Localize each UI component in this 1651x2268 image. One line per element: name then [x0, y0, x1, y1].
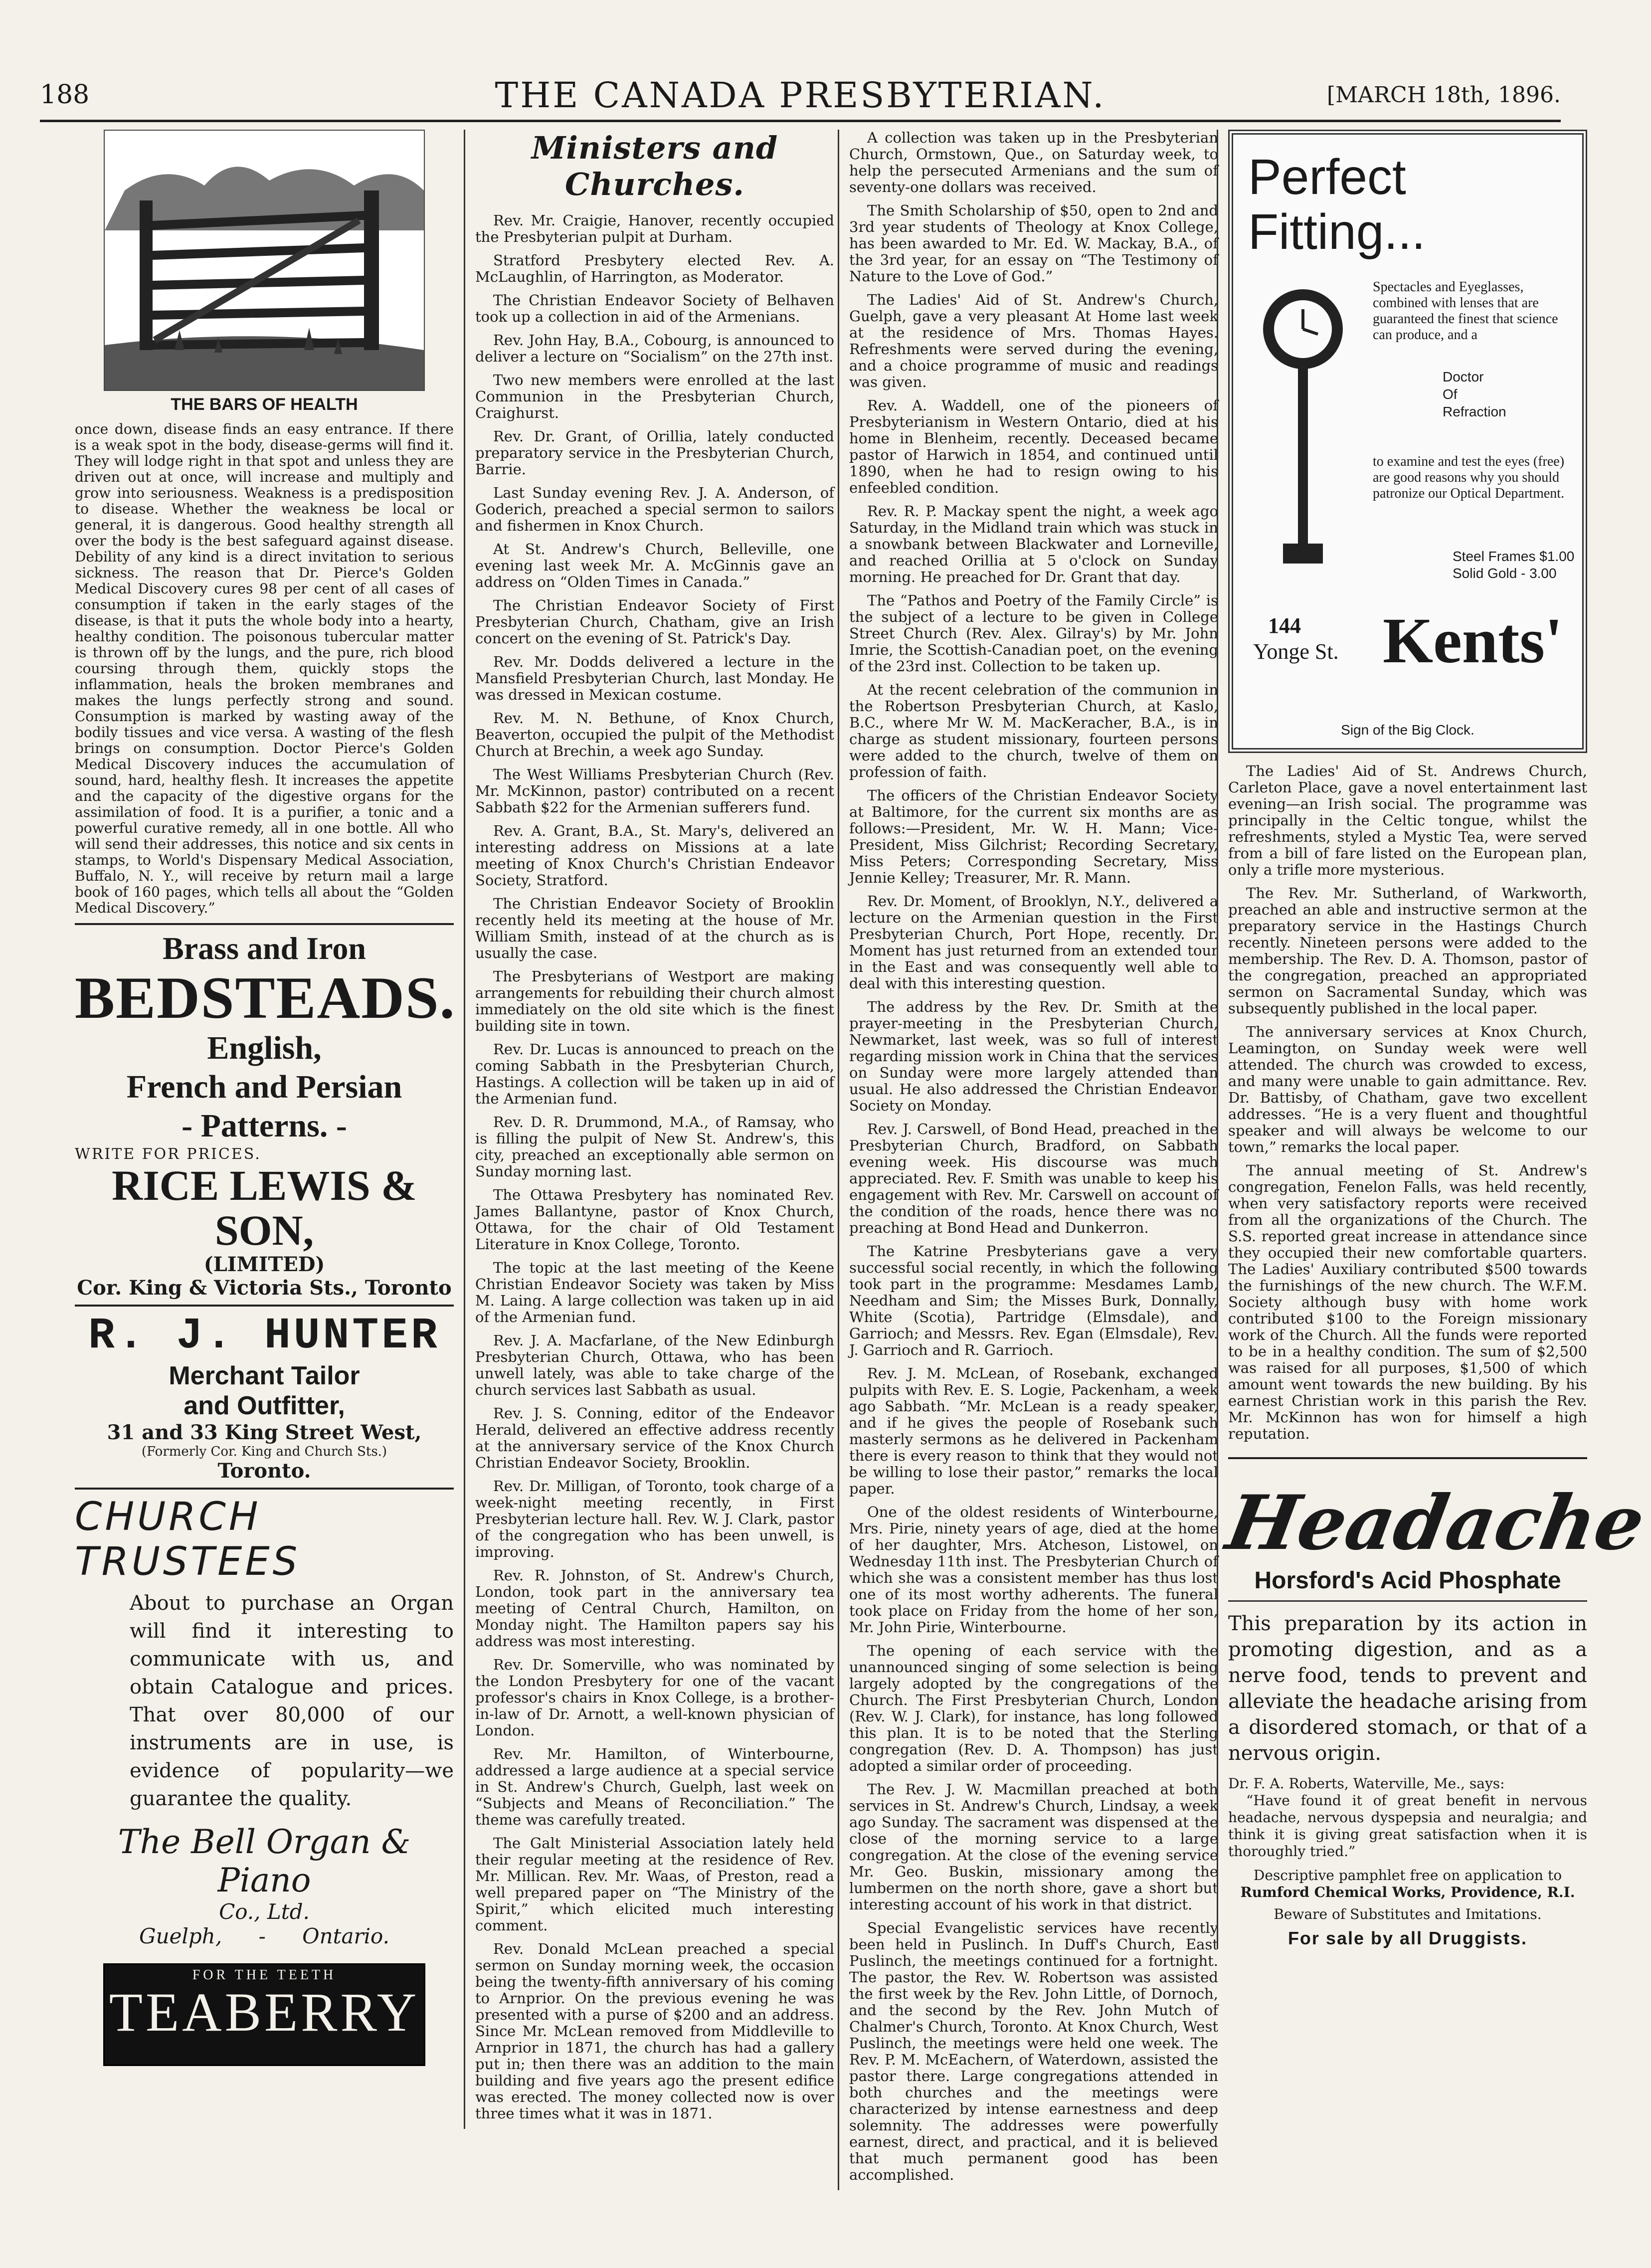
- of-label: Of: [1443, 386, 1458, 402]
- church-news-list: [849, 130, 1218, 2183]
- beware-note: Beware of Substitutes and Imitations.: [1274, 1906, 1542, 1922]
- news-item: Two new members were enrolled at the last Communion in the Presbyterian Church, Craighurst.: [475, 372, 834, 421]
- refraction-label: Refraction: [1443, 404, 1506, 419]
- news-item: The opening of each service with the unannounced singing of some selection is being largely adopted by the congregations of the Church. The First Presbyterian Church, London (Rev. W. J. Clark), for instance, has long followed this plan. It is to be noted that the Sterling congregation (Rev. D. A. Thompson) has just adopted a similar order of proceeding.: [849, 1642, 1218, 1774]
- examine-text: to examine and test the eyes (free) are good reasons why you should patronize our Optical Department.: [1373, 454, 1565, 501]
- bell-co-ltd: Co., Ltd.: [219, 1899, 310, 1924]
- issue-date: [MARCH 18th, 1896.: [1326, 82, 1561, 108]
- news-item: Rev. M. N. Bethune, of Knox Church, Beaverton, occupied the pulpit of the Methodist Church at Brechin, a week ago Sunday.: [475, 710, 834, 759]
- col4-news-list: [1228, 763, 1587, 1442]
- fence-gate-icon: [105, 131, 424, 390]
- news-item: One of the oldest residents of Winterbourne, Mrs. Pirie, ninety years of age, died at the home of her daughter, Mrs. Atcheson, Listowel, on Wednesday 11th inst. The Presbyterian Church of which she was a consistent member has thus lost one of its most worthy adherents. The funeral took place on Friday from the home of her son, Mr. John Pirie, Winterbourne.: [849, 1504, 1218, 1636]
- bell-city: Guelph,: [139, 1924, 222, 1948]
- teaberry-tagline: FOR THE TEETH: [192, 1967, 337, 1983]
- newspaper-title: THE CANADA PRESBYTERIAN.: [495, 75, 1106, 116]
- news-item: Rev. John Hay, B.A., Cobourg, is announced to deliver a lecture on “Socialism” on the 27th inst.: [475, 332, 834, 365]
- news-item: The Katrine Presbyterians gave a very successful social recently, in which the following took part in the programme: Mesdames Lamb, Needham and Sim; the Misses Burk, Donnally, White (Scotia), Partridge (Elmsdale), and Garrioch; and Messrs. Rev. Egan (Elmsdale), Rev. J. Garrioch and R. Garrioch.: [849, 1243, 1218, 1358]
- ministers-churches-heading: Ministers and Churches.: [531, 130, 778, 202]
- hunter-ad: [75, 1305, 454, 1483]
- teaberry-ad: [103, 1963, 425, 2066]
- news-item: The Christian Endeavor Society of Brooklin recently held its meeting at the house of Mr. William Smith, instead of at the church as is usually the case.: [475, 895, 834, 961]
- horsford-text: This preparation by its action in promoting digestion, and as a nerve food, tends to prevent and alleviate the headache arising from a disordered stomach, or that of a nervous origin.: [1228, 1612, 1587, 1765]
- ministers-news-list: [475, 212, 834, 2122]
- kents-optical-ad: [1228, 130, 1587, 753]
- horsford-ad: [1220, 1457, 1651, 1949]
- headache-heading: Headache: [1220, 1479, 1651, 1567]
- church-heading: CHURCH: [75, 1495, 261, 1539]
- trustees-heading: TRUSTEES: [75, 1539, 301, 1584]
- hunter-city: Toronto.: [217, 1459, 311, 1483]
- news-item: Rev. Mr. Hamilton, of Winterbourne, addressed a large audience at a special service in St. Andrew's Church, Guelph, last week on “Subjects and Means of Reconciliation.” The theme was carefully treated.: [475, 1745, 834, 1828]
- brass-and-iron-heading: Brass and Iron: [163, 931, 366, 966]
- bell-organ-name: The Bell Organ & Piano: [118, 1823, 411, 1899]
- page-header: [40, 75, 1561, 122]
- column-1: [75, 130, 454, 2066]
- page-number: 188: [40, 80, 90, 110]
- french-persian-line: French and Persian: [126, 1069, 402, 1105]
- news-item: Rev. R. P. Mackay spent the night, a week ago Saturday, in the Midland train which was stuck in a snowbank between Blackwater and Lorneville, and reached Orillia at 5 o'clock on Sunday morning. He preached for Dr. Grant that day.: [849, 503, 1218, 585]
- teaberry-brand: TEABERRY: [109, 1982, 420, 2043]
- spectacles-text: Spectacles and Eyeglasses, combined with lenses that are guaranteed the finest that science can produce, and a: [1373, 279, 1558, 343]
- outfitter-line: and Outfitter,: [183, 1391, 345, 1420]
- bell-dash: -: [258, 1924, 266, 1948]
- limited-label: (LIMITED): [203, 1253, 325, 1276]
- news-item: At the recent celebration of the communion in the Robertson Presbyterian Church, at Kaslo, B.C., where Mr W. M. MacKeracher, B.A., is in charge as student missionary, fourteen persons were added to the church, twelve of them on profession of faith.: [849, 681, 1218, 780]
- patterns-line: - Patterns. -: [182, 1108, 347, 1144]
- news-item: Rev. A. Grant, B.A., St. Mary's, delivered an interesting address on Missions at a late meeting of Knox Church's Christian Endeavor Society, Stratford.: [475, 822, 834, 889]
- perfect-heading: Perfect: [1248, 149, 1406, 205]
- news-item: The Galt Ministerial Association lately held their regular meeting at the residence of Rev. Mr. Millican. Rev. Mr. Waas, of Preston, read a well prepared paper on “The Ministry of the Spirit,” which elicited much interesting comment.: [475, 1835, 834, 1934]
- roberts-quote: “Have found it of great benefit in nervous headache, nervous dyspepsia and neuralgia; and think it is giving great satisfaction when it is thoroughly tried.”: [1228, 1792, 1587, 1860]
- write-for-prices: WRITE FOR PRICES.: [75, 1145, 261, 1163]
- solid-gold-price: Solid Gold - 3.00: [1453, 566, 1557, 581]
- kents-name: Kents': [1383, 605, 1563, 677]
- kents-street-number: 144: [1268, 613, 1301, 638]
- english-line: English,: [207, 1030, 322, 1066]
- column-2: [464, 130, 834, 2129]
- big-clock-sign: Sign of the Big Clock.: [1341, 722, 1474, 738]
- news-item: At St. Andrew's Church, Belleville, one evening last week Mr. A. McGinnis gave an address on “Olden Times in Canada.”: [475, 541, 834, 590]
- news-item: The Christian Endeavor Society of Belhaven took up a collection in aid of the Armenians.: [475, 292, 834, 325]
- bell-organ-ad: [75, 1488, 454, 2066]
- news-item: The Rev. Mr. Sutherland, of Warkworth, preached an able and instructive sermon at the preparatory service in the Hastings Church recently. Nineteen persons were added to the membership. The Rev. D. A. Thomson, pastor of the congregation, preached an appropriated sermon on Sacramental Sunday, which was subsequently published in the local paper.: [1228, 885, 1587, 1017]
- news-item: Rev. J. M. McLean, of Rosebank, exchanged pulpits with Rev. E. S. Logie, Packenham, a week ago Sabbath. “Mr. McLean is a ready speaker, and if he gives the people of Rosebank such masterly sermons as he delivered in Packenham there is every reason to think that they would not be willing to lose their pastor,” remarks the local paper.: [849, 1365, 1218, 1497]
- formerly-note: (Formerly Cor. King and Church Sts.): [141, 1444, 387, 1459]
- golden-medical-ad-text: once down, disease finds an easy entrance. If there is a weak spot in the body, disease-germs will find it. They will lodge right in that spot and unless they are driven out at once, will increase and multiply and grow into seriousness. Weakness is a predisposition to disease. Whether the weakness be local or general, it is dangerous. Good healthy strength all over the body is the best safeguard against disease. Debility of any kind is a direct invitation to serious sickness. The reason that Dr. Pierce's Golden Medical Discovery cures 98 per cent of all cases of consumption if taken in the early stages of the disease, is that it puts the whole body into a hearty, healthy condition. The poisonous tubercular matter is thrown off by the lungs, and the pure, rich blood coursing through them, quickly stops the inflammation, heals the broken membranes and makes the lungs perfectly strong and sound. Consumption is marked by wasting away of the bodily tissues and vice versa. A wasting of the flesh brings on consumption. Doctor Pierce's Golden Medical Discovery induces the accumulation of sound, hard, healthy flesh. It increases the appetite and the capacity of the digestive organs for the assimilation of food. It is a purifier, a tonic and a powerful curative remedy, all in one bottle. All who will send their addresses, this notice and six cents in stamps, to World's Dispensary Medical Association, Buffalo, N. Y., will receive by return mail a large book of 160 pages, which tells all about the “Golden Medical Discovery.”: [75, 421, 454, 916]
- bell-province: Ontario.: [302, 1924, 389, 1948]
- rice-lewis-address: Cor. King & Victoria Sts., Toronto: [77, 1276, 452, 1300]
- bedsteads-heading: BEDSTEADS.: [75, 964, 456, 1031]
- news-item: Rev. Dr. Moment, of Brooklyn, N.Y., delivered a lecture on the Armenian question in the First Presbyterian Church, Port Hope, recently. Dr. Moment has just returned from an extended tour in the East and was consequently well able to deal with this interesting question.: [849, 893, 1218, 992]
- news-item: Rev. Dr. Milligan, of Toronto, took charge of a week-night meeting recently, in First Presbyterian lecture hall. Rev. W. J. Clark, pastor of the congregation who has been unwell, is improving.: [475, 1478, 834, 1560]
- rumford-name: Rumford Chemical Works, Providence, R.I.: [1240, 1884, 1575, 1900]
- news-item: Rev. J. S. Conning, editor of the Endeavor Herald, delivered an effective address recently at the anniversary service of the Knox Church Christian Endeavor Society, Brooklin.: [475, 1405, 834, 1471]
- news-item: The officers of the Christian Endeavor Society at Baltimore, for the current six months are as follows:—President, Mr. W. H. Mann; Vice-President, Miss Gilchrist; Recording Secretary, Miss Peters; Corresponding Secretary, Miss Jennie Kelley; Treasurer, Mr. R. Mann.: [849, 787, 1218, 886]
- news-item: Special Evangelistic services have recently been held in Puslinch. In Duff's Church, East Puslinch, the meetings continued for a fortnight. The pastor, the Rev. W. Robertson was assisted the first week by the Rev. John Little, of Dornoch, and the second by the Rev. John Mutch of Chalmer's Church, Toronto. At Knox Church, West Puslinch, the meetings were held one week. The Rev. P. M. McEachern, of Waterdown, assisted the pastor there. Large congregations attended in both churches and the meetings were characterized by intense earnestness and deep solemnity. The addresses were powerfully earnest, direct, and practical, and it is believed that much permanent good has been accomplished.: [849, 1919, 1218, 2183]
- news-item: The address by the Rev. Dr. Smith at the prayer-meeting in the Presbyterian Church, Newmarket, last week, was so full of interest regarding mission work in China that the services on Sunday were more largely attended than usual. He also addressed the Christian Endeavor Society on Monday.: [849, 998, 1218, 1114]
- column-4: [1217, 130, 1651, 1949]
- big-clock-icon: [1253, 284, 1353, 564]
- news-item: The Ladies' Aid of St. Andrews Church, Carleton Place, gave a novel entertainment last evening—an Irish social. The programme was principally in the Celtic tongue, whilst the refreshments, styled a Mystic Tea, were served from a bill of fare listed on the European plan, only a trifle more mysterious.: [1228, 762, 1587, 878]
- news-item: Rev. R. Johnston, of St. Andrew's Church, London, took part in the anniversary tea meeting of Central Church, Hamilton, on Monday night. The Hamilton papers say his address was most interesting.: [475, 1567, 834, 1650]
- news-item: A collection was taken up in the Presbyterian Church, Ormstown, Que., on Saturday week, to help the persecuted Armenians and the sum of seventy-one dollars was received.: [849, 129, 1218, 195]
- news-item: The Ottawa Presbytery has nominated Rev. James Ballantyne, pastor of Knox Church, Ottawa, for the chair of Old Testament Literature in Knox College, Toronto.: [475, 1186, 834, 1253]
- pamphlet-note: Descriptive pamphlet free on application to: [1253, 1867, 1562, 1884]
- steel-frames-price: Steel Frames $1.00: [1453, 549, 1575, 564]
- news-item: The Ladies' Aid of St. Andrew's Church, Guelph, gave a very pleasant At Home last week at the residence of Mrs. Thomas Hayes. Refreshments were served during the evening, and a choice programme of music and readings was given.: [849, 291, 1218, 390]
- doctor-label: Doctor: [1443, 369, 1484, 384]
- bars-of-health-caption: THE BARS OF HEALTH: [171, 395, 358, 414]
- news-item: Rev. J. A. Macfarlane, of the New Edinburgh Presbyterian Church, Ottawa, who has been unwell lately, was able to take charge of the church services last Sabbath as usual.: [475, 1332, 834, 1398]
- hunter-name: R. J. HUNTER: [88, 1312, 440, 1361]
- news-item: The anniversary services at Knox Church, Leamington, on Sunday week were well attended. The church was crowded to excess, and many were unable to gain admittance. Rev. Dr. Battisby, of Chatham, gave two excellent addresses. “He is a very fluent and thoughtful speaker and will always be welcome to our town,” remarks the local paper.: [1228, 1023, 1587, 1155]
- news-item: The West Williams Presbyterian Church (Rev. Mr. McKinnon, pastor) contributed on a recent Sabbath $22 for the Armenian sufferers fund.: [475, 766, 834, 816]
- news-item: Rev. Dr. Somerville, who was nominated by the London Presbytery for one of the vacant professor's chairs in Knox College, is a brother-in-law of Dr. Arnott, a well-known physician of London.: [475, 1656, 834, 1739]
- news-item: The annual meeting of St. Andrew's congregation, Fenelon Falls, was held recently, when very satisfactory reports were received from all the organizations of the Church. The S.S. reported great increase in attendance since they occupied their new comfortable quarters. The Ladies' Auxiliary contributed $500 towards the furnishings of the new church. The W.F.M. Society although busy with home work contributed $100 to the Foreign missionary work of the Church. All the funds were reported to be in a healthy condition. The sum of $2,500 was raised for all purposes, $1,500 of which amount went towards the new building. By his earnest Christian work in this parish the Rev. Mr. McKinnon has won for himself a high reputation.: [1228, 1162, 1587, 1442]
- news-item: The topic at the last meeting of the Keene Christian Endeavor Society was taken by Miss M. Laing. A large collection was taken up in aid of the Armenian fund.: [475, 1259, 834, 1325]
- news-item: Rev. Donald McLean preached a special sermon on Sunday morning week, the occasion being the twenty-fifth anniversary of his coming to Arnprior. On the previous evening he was presented with a purse of $200 and an address. Since Mr. McLean removed from Middleville to Arnprior in 1871, the church has had a gallery put in; then there was an addition to the main building and five years ago the present edifice was erected. The money collected now is over three times what it was in 1871.: [475, 1940, 834, 2122]
- horsford-name: Horsford's Acid Phosphate: [1228, 1567, 1587, 1602]
- hunter-address: 31 and 33 King Street West,: [107, 1421, 422, 1444]
- news-item: Rev. D. R. Drummond, M.A., of Ramsay, who is filling the pulpit of New St. Andrew's, this city, preached an exceptionally able sermon on Sunday morning last.: [475, 1114, 834, 1180]
- fitting-heading: Fitting...: [1248, 204, 1426, 260]
- kents-street: Yonge St.: [1253, 639, 1339, 664]
- news-item: Stratford Presbytery elected Rev. A. McLaughlin, of Harrington, as Moderator.: [475, 252, 834, 285]
- merchant-tailor-line: Merchant Tailor: [169, 1361, 360, 1390]
- news-item: The Christian Endeavor Society of First Presbyterian Church, Chatham, give an Irish concert on the evening of St. Patrick's Day.: [475, 597, 834, 647]
- news-item: Rev. Mr. Dodds delivered a lecture in the Mansfield Presbyterian Church, last Monday. He was dressed in Mexican costume.: [475, 653, 834, 703]
- news-item: Rev. A. Waddell, one of the pioneers of Presbyterianism in Western Ontario, died at his home in Blenheim, recently. Deceased became pastor of Harwich in 1854, and continued until 1890, when he had to resign owing to his enfeebled condition.: [849, 397, 1218, 496]
- news-item: Rev. J. Carswell, of Bond Head, preached in the Presbyterian Church, Bradford, on Sabbath evening week. His discourse was much appreciated. Rev. F. Smith was unable to keep his engagement with Rev. Mr. Carswell on account of the condition of the roads, hence there was no preaching at Bond Head and Dunkerron.: [849, 1121, 1218, 1236]
- news-item: The “Pathos and Poetry of the Family Circle” is the subject of a lecture to be given in College Street Church (Rev. Alex. Gilray's) by Mr. John Imrie, the Scottish-Canadian poet, on the evening of the 23rd inst. Collection to be taken up.: [849, 592, 1218, 675]
- news-item: The Presbyterians of Westport are making arrangements for rebuilding their church almost immediately on the old site which is the finest building site in town.: [475, 968, 834, 1034]
- roberts-attribution: Dr. F. A. Roberts, Waterville, Me., says:: [1228, 1775, 1505, 1792]
- news-item: The Rev. J. W. Macmillan preached at both services in St. Andrew's Church, Lindsay, a week ago Sunday. The sacrament was dispensed at the close of the morning service to a large congregation. At the close of the evening service Mr. Geo. Buskin, missionary among the lumbermen on the north shore, gave a short but interesting account of his work in that district.: [849, 1781, 1218, 1913]
- rice-lewis-ad: [75, 923, 454, 1300]
- news-item: The Smith Scholarship of $50, open to 2nd and 3rd year students of Theology at Knox College, has been awarded to Mr. Ed. W. Mackay, B.A., of the 3rd year, for an essay on “The Testimony of Nature to the Love of God.”: [849, 202, 1218, 285]
- news-item: Rev. Dr. Lucas is announced to preach on the coming Sabbath in the Presbyterian Church, Hastings. A collection will be taken up in aid of the Armenian fund.: [475, 1041, 834, 1107]
- column-3: [838, 130, 1218, 2190]
- news-item: Rev. Dr. Grant, of Orillia, lately conducted preparatory service in the Presbyterian Church, Barrie.: [475, 428, 834, 478]
- for-sale-note: For sale by all Druggists.: [1287, 1928, 1528, 1948]
- news-item: Last Sunday evening Rev. J. A. Anderson, of Goderich, preached a special sermon to sailors and fishermen in Knox Church.: [475, 484, 834, 534]
- organ-ad-text: About to purchase an Organ will find it interesting to communicate with us, and obtain Catalogue and prices. That over 80,000 of our instruments are in use, is evidence of popularity—we guarantee the quality.: [130, 1592, 454, 1810]
- news-item: Rev. Mr. Craigie, Hanover, recently occupied the Presbyterian pulpit at Durham.: [475, 212, 834, 245]
- bars-of-health-illustration: [104, 130, 425, 391]
- rice-lewis-name: RICE LEWIS & SON,: [112, 1161, 417, 1254]
